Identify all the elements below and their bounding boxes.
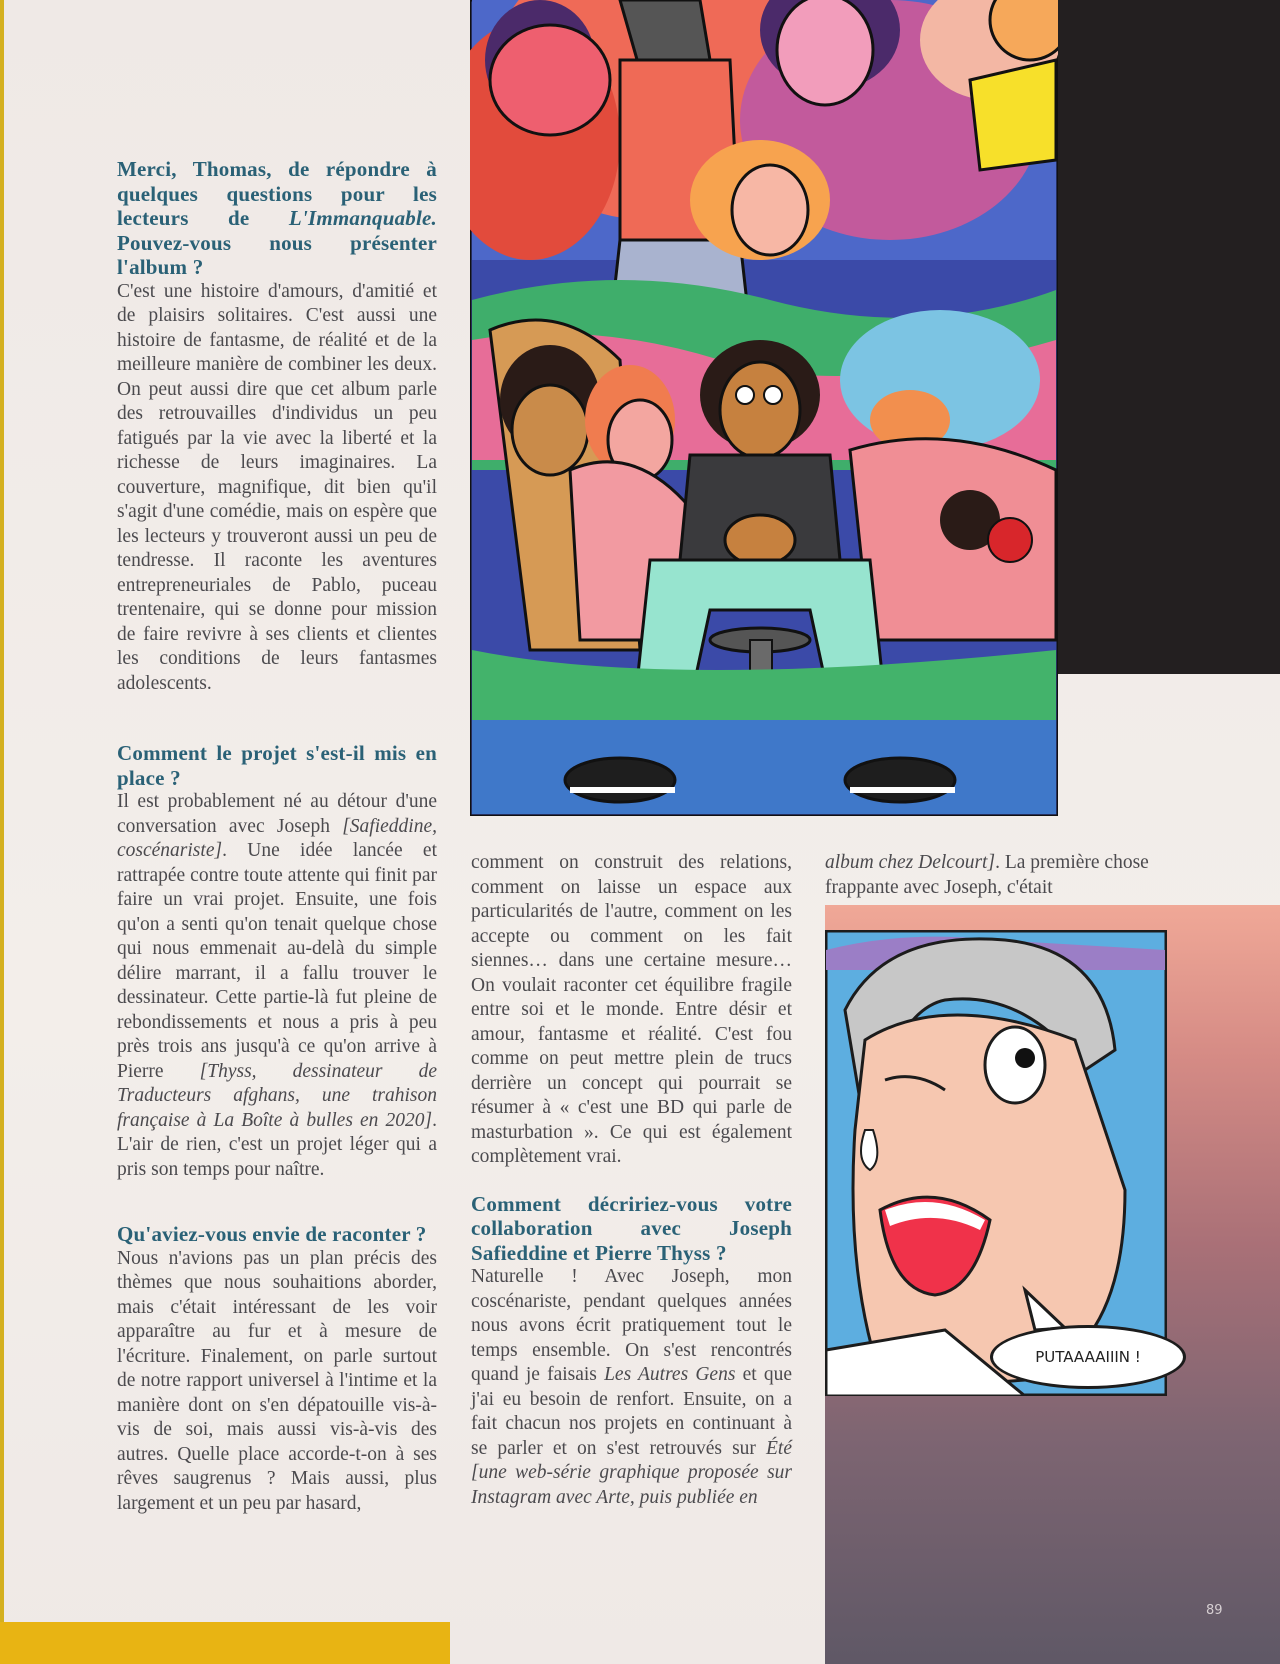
column-3 [825,851,1155,900]
yellow-bottom-bar [0,1622,450,1664]
answer-3: Nous n'avions pas un plan précis des thèmes que nous souhaitions aborder, mais c'était intéressant de les voir apparaître au fur et à mesure de l'écriture. Finalement, on parle surtout de notre rapport universel à l'intime et la manière dont on s'en dépatouille vis-à-vis de soi, mais aussi vis-à-vis des autres. Quelle place accorde-t-on à ses rêves saugrenus ? Mais aussi, plus largement et un peu par hasard, [117,1247,437,1514]
answer-1: C'est une histoire d'amours, d'amitié et de plaisirs solitaires. C'est aussi une histoire de fantasme, de réalité et de la meilleure manière de combiner les deux. On peut aussi dire que cet album parle des retrouvailles d'individus un peu fatigués par la vie avec la liberté et la richesse de leurs imaginaires. La couverture, magnifique, dit bien qu'il s'agit d'une comédie, mais on espère que les lecteurs y trouveront aussi un peu de tendresse. Il raconte les aventures entrepreneuriales de Pablo, puceau trentenaire, qui se donne pour mission de faire revivre à ses clients et clientes les conditions de leurs fantasmes adolescents. [117,280,437,694]
speech-bubble-text: PUTAAAAIIIN ! [1035,1348,1141,1366]
question-3: Qu'aviez-vous envie de raconter ? [117,1222,427,1246]
column-1 [117,157,437,1516]
dark-corner-block [1056,0,1280,674]
speech-bubble [990,1325,1186,1389]
answer-3-continued: comment on construit des relations, comment on laisse un espace aux particularités de l'autre, comment on les accepte ou comment on les fait siennes… dans une certaine mesure… On voulait raconter cet équilibre fragile entre soi et le monde. Entre désir et amour, fantasme et réalité. C'est fou comme on peut mettre plein de trucs derrière un concept qui pourrait se résumer à « c'est une BD qui parle de masturbation ». Ce qui est également complètement vrai. [471,852,792,1167]
answer-4: Naturelle ! Avec Joseph, mon coscénariste, pendant quelques années nous avons écrit pratiquement tout le temps ensemble. On s'est rencontrés quand je faisais Les Autres Gens et que j'ai eu besoin de renfort. Ensuite, on a fait chacun nos projets en continuant à se parler et on s'est retrouvés sur Été [une web-série graphique proposée sur Instagram avec Arte, puis publiée en [471,1266,793,1508]
column-2 [471,851,792,1510]
question-2: Comment le projet s'est-il mis en place ? [117,741,437,790]
answer-4-continued: album chez Delcourt]. La première chose frappante avec Joseph, c'était [825,852,1149,898]
left-edge-strip [0,0,4,1664]
cover-illustration [470,0,1058,816]
question-4: Comment décririez-vous votre collaboration avec Joseph Safieddine et Pierre Thyss ? [471,1191,792,1265]
answer-2: Il est probablement né au détour d'une conversation avec Joseph [Safieddine, coscénariste]. Une idée lancée et rattrapée contre toute attente qui finit par faire un vrai projet. Ensuite, une fois qu'on a senti qu'on tenait quelque chose qui nous emmenait au-delà du simple délire marrant, il a fallu trouver le dessinateur. Cette partie-là fut pleine de rebondissements et nous a pris à peu près trois ans jusqu'à ce qu'on arrive à Pierre [Thyss, dessinateur de Traducteurs afghans, une trahison française à La Boîte à bulles en 2020]. L'air de rien, c'est un projet léger qui a pris son temps pour naître. [117,791,437,1180]
question-1: Merci, Thomas, de répondre à quelques questions pour les lecteurs de L'Immanquable. Pouvez-vous nous présenter l'album ? [117,157,437,279]
page-number: 89 [1206,1603,1223,1618]
